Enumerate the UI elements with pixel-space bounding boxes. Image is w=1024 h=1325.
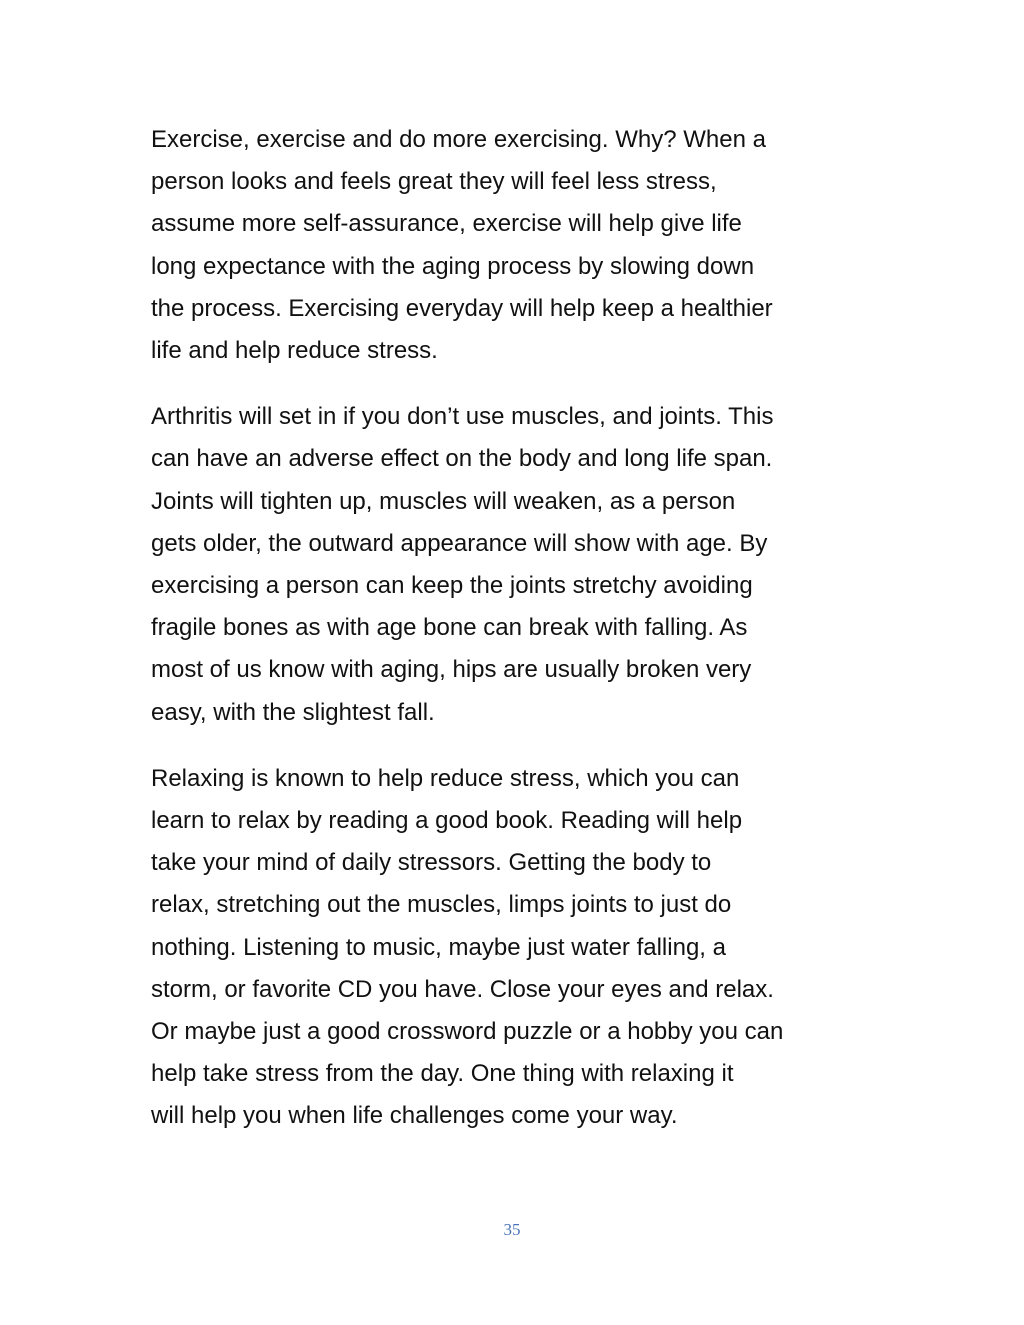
paragraph-relaxing <box>151 758 891 1138</box>
text-line: will help you when life challenges come your way. <box>151 1102 678 1130</box>
text-line: Joints will tighten up, muscles will weaken, as a person <box>151 487 736 515</box>
text-line: take your mind of daily stressors. Getting the body to <box>151 849 712 877</box>
text-line: fragile bones as with age bone can break with falling. As <box>151 614 748 642</box>
text-line: long expectance with the aging process by slowing down <box>151 252 755 280</box>
paragraph-exercise <box>151 119 891 372</box>
text-line: Relaxing is known to help reduce stress, which you can <box>151 764 740 792</box>
text-line: the process. Exercising everyday will help keep a healthier <box>151 294 773 322</box>
page-number: 35 <box>503 1220 521 1239</box>
text-line: easy, with the slightest fall. <box>151 698 435 726</box>
text-line: relax, stretching out the muscles, limps joints to just do <box>151 891 732 919</box>
text-line: person looks and feels great they will feel less stress, <box>151 168 717 196</box>
text-line: Or maybe just a good crossword puzzle or a hobby you can <box>151 1018 784 1046</box>
paragraph-arthritis <box>151 396 891 734</box>
text-line: assume more self-assurance, exercise will help give life <box>151 210 742 238</box>
text-line: learn to relax by reading a good book. Reading will help <box>151 807 743 835</box>
text-line: help take stress from the day. One thing with relaxing it <box>151 1060 734 1088</box>
text-line: most of us know with aging, hips are usually broken very <box>151 656 752 684</box>
text-line: nothing. Listening to music, maybe just water falling, a <box>151 933 726 961</box>
text-line: life and help reduce stress. <box>151 337 438 365</box>
text-line: storm, or favorite CD you have. Close your eyes and relax. <box>151 975 774 1003</box>
text-line: exercising a person can keep the joints stretchy avoiding <box>151 572 753 600</box>
text-line: can have an adverse effect on the body and long life span. <box>151 445 773 473</box>
text-line: Exercise, exercise and do more exercising. Why? When a <box>151 126 766 153</box>
text-line: gets older, the outward appearance will show with age. By <box>151 529 768 557</box>
body-text <box>151 119 891 1162</box>
text-line: Arthritis will set in if you don’t use muscles, and joints. This <box>151 403 774 431</box>
